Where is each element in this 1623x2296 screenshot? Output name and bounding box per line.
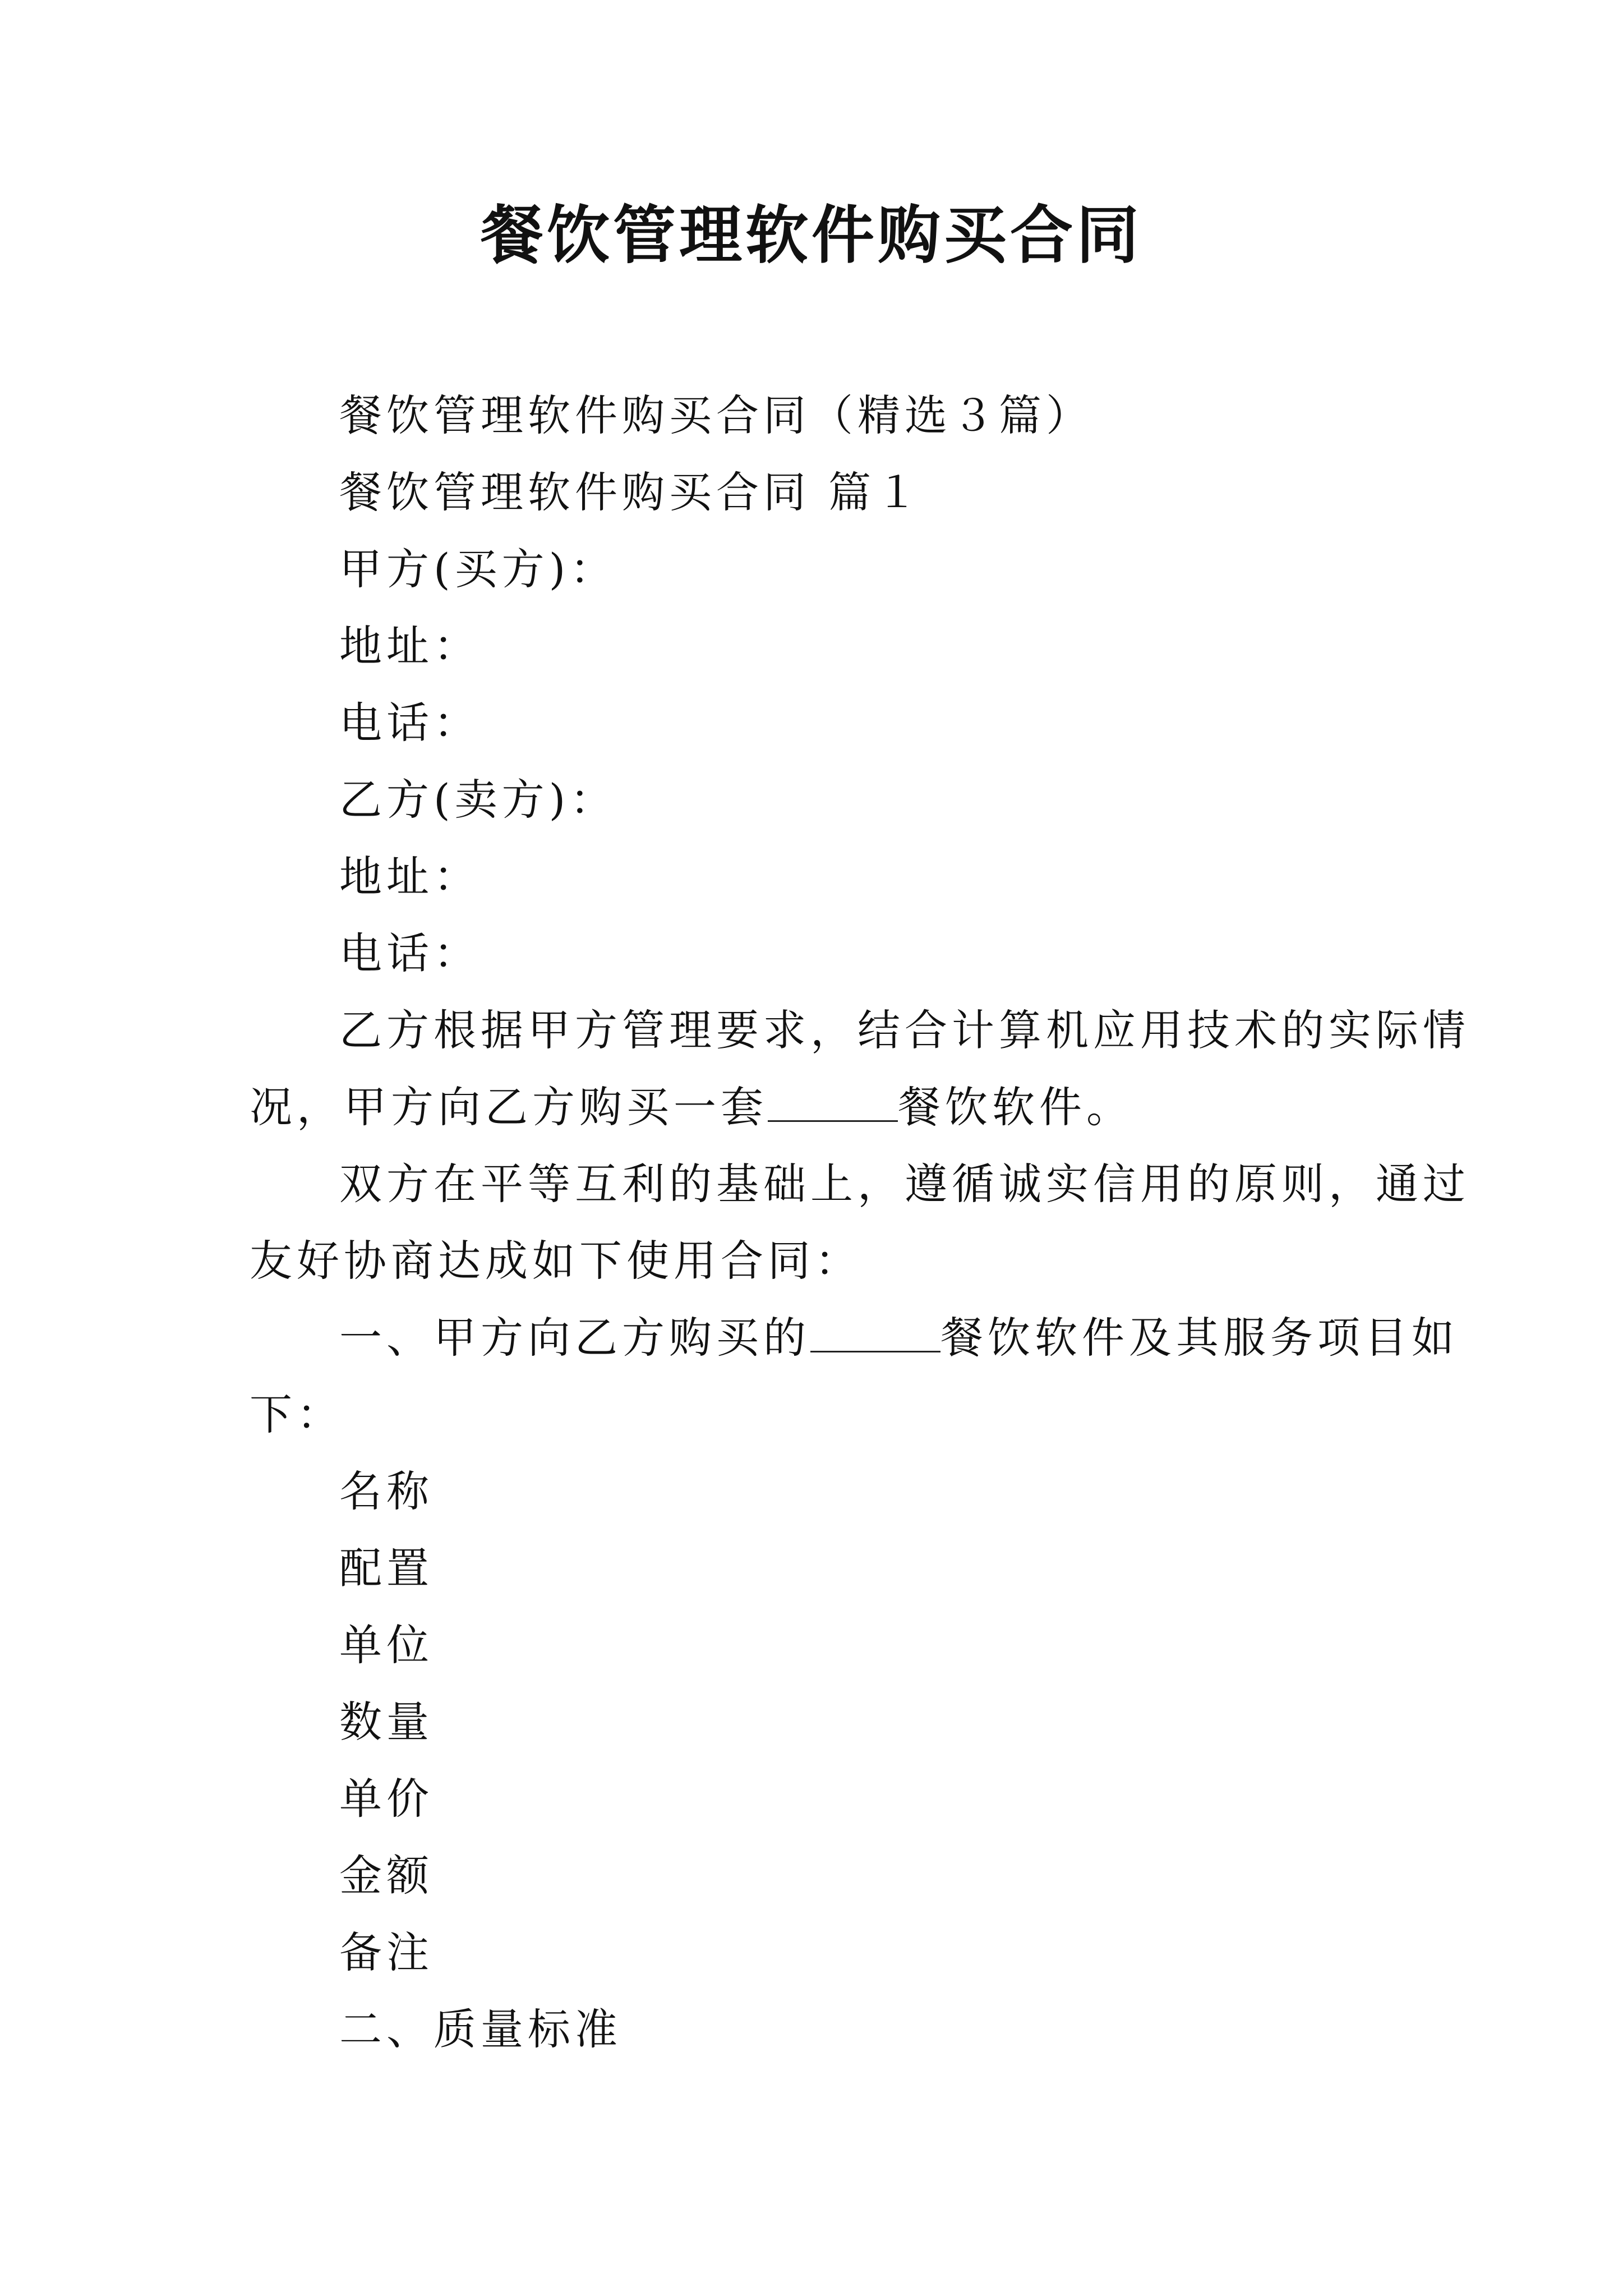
document-body (250, 377, 1470, 2068)
party-b-phone: 电话： (339, 928, 481, 978)
party-a-phone: 电话： (339, 698, 481, 748)
paragraph-1-line-2 (250, 1069, 1382, 1145)
paragraph-1-text-b: 餐饮软件。 (898, 1082, 1133, 1132)
clause-1-text-a: 一、甲方向乙方购买的 (339, 1313, 810, 1363)
party-b-label: 乙方(卖方)： (339, 775, 617, 825)
subtitle: 餐饮管理软件购买合同（精选３篇） (339, 390, 1093, 440)
paragraph-2-line-1: 双方在平等互利的基础上，遵循诚实信用的原则，通过 (339, 1159, 1470, 1209)
item-remarks: 备注 (339, 1927, 434, 1977)
party-a-address: 地址： (339, 621, 481, 671)
paragraph-2-line-2: 友好协商达成如下使用合同： (250, 1236, 862, 1286)
item-config: 配置 (339, 1543, 434, 1593)
paragraph-1-line-1: 乙方根据甲方管理要求，结合计算机应用技术的实际情 (339, 1005, 1470, 1055)
clause-2-heading: 二、质量标准 (339, 2004, 622, 2054)
item-amount: 金额 (339, 1851, 434, 1901)
paragraph-1-text-a: 况，甲方向乙方购买一套 (250, 1082, 768, 1132)
clause-1-line-1 (250, 1299, 1459, 1376)
document-title: 餐饮管理软件购买合同 (481, 199, 1142, 272)
software-name-blank-2 (810, 1312, 940, 1352)
section-heading: 餐饮管理软件购买合同 篇１ (339, 467, 923, 517)
clause-1-line-2: 下： (250, 1389, 344, 1439)
party-a-label: 甲方(买方)： (339, 544, 617, 594)
item-name: 名称 (339, 1466, 434, 1516)
party-b-address: 地址： (339, 852, 481, 901)
item-quantity: 数量 (339, 1697, 434, 1747)
clause-1-text-b: 餐饮软件及其服务项目如 (940, 1313, 1459, 1363)
software-name-blank (768, 1081, 898, 1122)
item-unit-price: 单价 (339, 1774, 434, 1824)
item-unit: 单位 (339, 1620, 434, 1670)
